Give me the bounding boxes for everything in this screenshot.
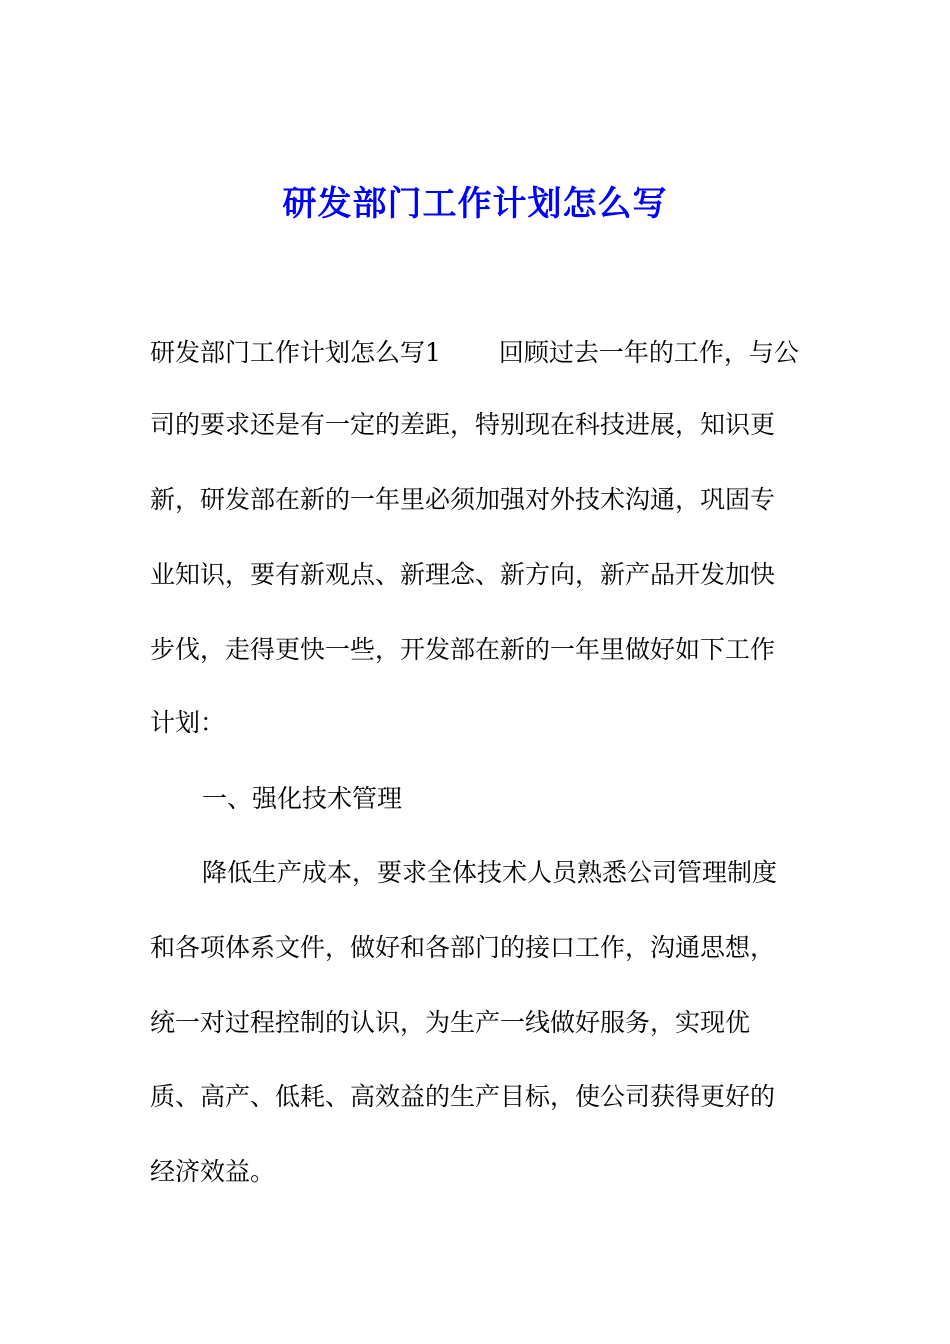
paragraph1-line-5: 步伐，走得更快一些，开发部在新的一年里做好如下工作: [150, 635, 776, 664]
document-title: 研发部门工作计划怎么写: [282, 184, 668, 224]
paragraph1-line-1: 研发部门工作计划怎么写1 回顾过去一年的工作，与公: [150, 338, 799, 367]
paragraph2-line-2: 和各项体系文件，做好和各部门的接口工作，沟通思想，: [150, 933, 776, 962]
paragraph2-line-3: 统一对过程控制的认识，为生产一线做好服务，实现优: [150, 1008, 751, 1037]
paragraph2-line-1: 降低生产成本，要求全体技术人员熟悉公司管理制度: [202, 858, 778, 887]
paragraph2-line-5: 经济效益。: [150, 1157, 276, 1186]
paragraph1-line-2: 司的要求还是有一定的差距，特别现在科技进展，知识更: [150, 410, 776, 439]
paragraph2-line-4: 质、高产、低耗、高效益的生产目标，使公司获得更好的: [150, 1082, 776, 1111]
section-heading: 一、强化技术管理: [202, 784, 403, 813]
paragraph1-line-3: 新，研发部在新的一年里必须加强对外技术沟通，巩固专: [150, 485, 776, 514]
paragraph1-line-4: 业知识，要有新观点、新理念、新方向，新产品开发加快: [150, 560, 776, 589]
paragraph1-line-6: 计划：: [150, 708, 226, 737]
